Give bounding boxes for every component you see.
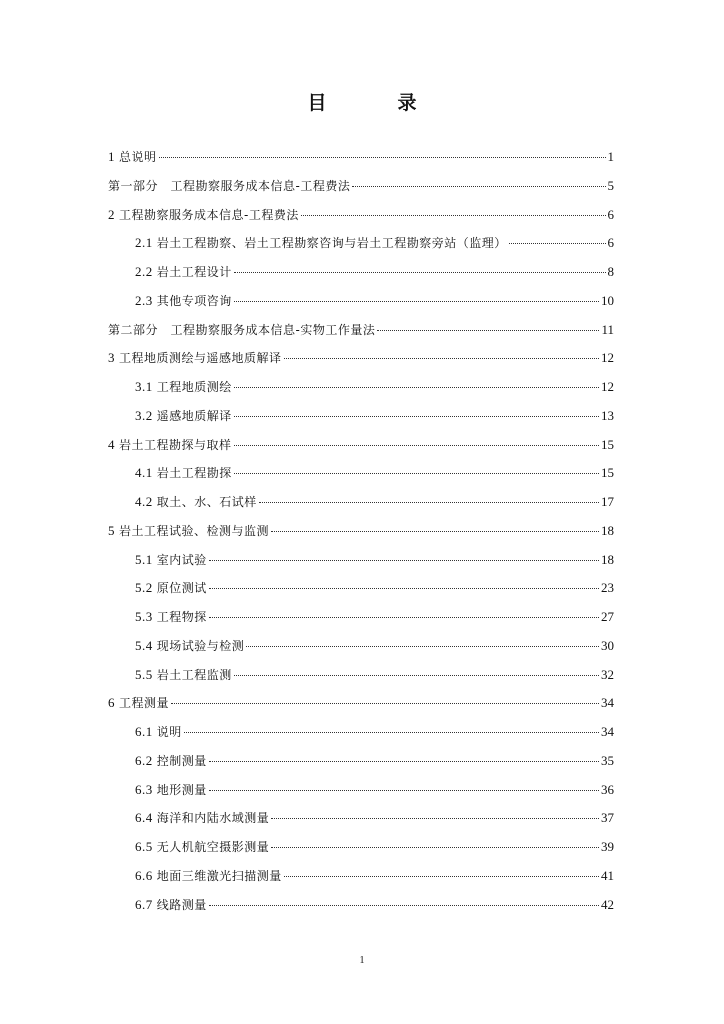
toc-entry-label bbox=[135, 574, 207, 603]
toc-entry-number: 2.2 bbox=[135, 264, 153, 279]
toc-entry-page: 12 bbox=[601, 379, 614, 394]
toc-entry-page: 37 bbox=[601, 810, 614, 826]
toc-entry[interactable] bbox=[108, 661, 614, 690]
toc-entry-number: 6 bbox=[108, 695, 115, 711]
toc-entry-label bbox=[108, 143, 157, 172]
toc-entry-label bbox=[135, 862, 282, 891]
toc-entry-page: 34 bbox=[601, 695, 614, 711]
toc-entry-number: 6.6 bbox=[135, 867, 153, 883]
toc-entry-text: 总说明 bbox=[119, 150, 157, 164]
toc-entry-label bbox=[135, 833, 269, 862]
toc-dot-leader bbox=[209, 790, 599, 791]
toc-entry[interactable] bbox=[108, 488, 614, 517]
toc-entry-number: 2 bbox=[108, 206, 115, 222]
toc-dot-leader bbox=[209, 617, 599, 618]
toc-entry-page: 13 bbox=[601, 407, 614, 423]
toc-entry-number: 6.2 bbox=[135, 752, 153, 768]
toc-entry-text: 地形测量 bbox=[156, 782, 207, 797]
toc-entry-text: 线路测量 bbox=[156, 897, 207, 912]
toc-entry-page: 18 bbox=[601, 522, 614, 538]
toc-dot-leader bbox=[184, 732, 599, 733]
toc-entry-number: 4.1 bbox=[135, 465, 153, 481]
toc-entry[interactable] bbox=[108, 143, 614, 172]
toc-dot-leader bbox=[234, 387, 599, 388]
toc-entry-page: 41 bbox=[601, 867, 614, 883]
toc-entry[interactable] bbox=[108, 172, 614, 201]
toc-entry-label bbox=[135, 718, 182, 747]
toc-entry-number: 6.7 bbox=[135, 896, 153, 912]
toc-entry-number: 5.2 bbox=[135, 580, 153, 596]
toc-entry[interactable] bbox=[108, 833, 614, 862]
toc-entry-label bbox=[135, 891, 207, 920]
toc-entry[interactable] bbox=[108, 689, 614, 718]
toc-entry-label bbox=[135, 776, 207, 805]
toc-entry[interactable] bbox=[108, 574, 614, 603]
toc-entry-label bbox=[135, 804, 269, 833]
toc-entry-number: 5 bbox=[108, 522, 115, 538]
toc-entry-page: 36 bbox=[601, 781, 614, 797]
toc-entry-page: 6 bbox=[607, 206, 614, 222]
toc-entry-number: 6.3 bbox=[135, 781, 153, 797]
toc-entry-page: 42 bbox=[601, 896, 614, 912]
toc-entry-label bbox=[135, 546, 207, 575]
toc-entry-number: 3.1 bbox=[135, 379, 153, 394]
toc-entry-text: 第一部分 工程勘察服务成本信息-工程费法 bbox=[108, 178, 351, 193]
toc-entry[interactable] bbox=[108, 718, 614, 747]
toc-entry-text: 岩土工程设计 bbox=[156, 265, 232, 279]
toc-dot-leader bbox=[271, 847, 599, 848]
toc-entry-label bbox=[108, 431, 232, 460]
toc-entry-page: 17 bbox=[601, 494, 614, 509]
toc-dot-leader bbox=[234, 473, 599, 474]
toc-entry-number: 3.2 bbox=[135, 407, 153, 423]
toc-entry[interactable] bbox=[108, 603, 614, 632]
toc-entry-page: 32 bbox=[601, 666, 614, 682]
toc-entry-text: 说明 bbox=[156, 725, 182, 739]
toc-dot-leader bbox=[209, 560, 599, 561]
toc-entry[interactable] bbox=[108, 632, 614, 661]
toc-entry-label bbox=[135, 661, 232, 690]
toc-entry-page: 10 bbox=[601, 292, 614, 308]
toc-entry-number: 1 bbox=[108, 149, 115, 164]
toc-dot-leader bbox=[171, 703, 599, 704]
toc-entry-number: 2.3 bbox=[135, 292, 153, 308]
toc-dot-leader bbox=[271, 818, 599, 819]
toc-entry-label bbox=[135, 632, 244, 661]
toc-entry[interactable] bbox=[108, 776, 614, 805]
table-of-contents bbox=[108, 143, 614, 919]
toc-entry-page: 6 bbox=[607, 235, 614, 251]
toc-entry-number: 5.3 bbox=[135, 609, 153, 624]
toc-entry-number: 5.1 bbox=[135, 551, 153, 567]
toc-entry-page: 34 bbox=[601, 724, 614, 739]
toc-entry[interactable] bbox=[108, 344, 614, 373]
toc-entry-label bbox=[135, 402, 232, 431]
toc-entry-page: 27 bbox=[601, 609, 614, 624]
toc-entry[interactable] bbox=[108, 258, 614, 287]
toc-entry-text: 工程地质测绘与遥感地质解译 bbox=[119, 351, 282, 366]
toc-entry[interactable] bbox=[108, 373, 614, 402]
toc-entry-label bbox=[108, 316, 375, 345]
toc-dot-leader bbox=[234, 445, 599, 446]
toc-entry-number: 6.5 bbox=[135, 839, 153, 854]
toc-entry-label bbox=[108, 689, 169, 718]
toc-entry[interactable] bbox=[108, 201, 614, 230]
toc-entry-page: 12 bbox=[601, 350, 614, 366]
toc-dot-leader bbox=[234, 675, 599, 676]
toc-entry-text: 取土、水、石试样 bbox=[156, 495, 257, 509]
toc-entry[interactable] bbox=[108, 287, 614, 316]
toc-entry-label bbox=[135, 459, 232, 488]
toc-entry-label bbox=[135, 373, 232, 402]
toc-entry-page: 15 bbox=[601, 436, 614, 452]
toc-dot-leader bbox=[301, 215, 606, 216]
toc-entry-page: 1 bbox=[607, 149, 614, 164]
toc-entry-page: 8 bbox=[607, 264, 614, 279]
toc-entry-number: 4.2 bbox=[135, 494, 153, 509]
toc-entry-text: 岩土工程勘察、岩土工程勘察咨询与岩土工程勘察旁站（监理） bbox=[156, 236, 507, 251]
toc-entry-label bbox=[108, 517, 269, 546]
toc-entry[interactable] bbox=[108, 316, 614, 345]
toc-entry-label bbox=[135, 258, 232, 287]
toc-dot-leader bbox=[159, 157, 606, 158]
toc-dot-leader bbox=[209, 905, 599, 906]
toc-entry[interactable] bbox=[108, 459, 614, 488]
toc-title: 目 录 bbox=[307, 92, 443, 114]
toc-entry-label bbox=[135, 747, 207, 776]
toc-dot-leader bbox=[259, 502, 599, 503]
toc-entry-number: 4 bbox=[108, 436, 115, 452]
toc-dot-leader bbox=[209, 761, 599, 762]
toc-entry-text: 遥感地质解译 bbox=[156, 408, 232, 423]
toc-entry[interactable] bbox=[108, 229, 614, 258]
toc-entry-text: 其他专项咨询 bbox=[156, 293, 232, 308]
toc-entry-page: 39 bbox=[601, 839, 614, 854]
toc-dot-leader bbox=[352, 186, 605, 187]
toc-dot-leader bbox=[234, 301, 599, 302]
toc-dot-leader bbox=[284, 358, 599, 359]
toc-entry-number: 2.1 bbox=[135, 235, 153, 251]
toc-entry-page: 15 bbox=[601, 465, 614, 481]
toc-dot-leader bbox=[234, 272, 606, 273]
toc-entry-text: 岩土工程勘探 bbox=[156, 466, 232, 481]
toc-entry-number: 6.1 bbox=[135, 724, 153, 739]
toc-entry-label bbox=[135, 488, 257, 517]
toc-entry[interactable] bbox=[108, 431, 614, 460]
toc-entry-text: 工程测量 bbox=[119, 696, 170, 711]
toc-entry-label bbox=[135, 287, 232, 316]
toc-dot-leader bbox=[209, 588, 599, 589]
toc-entry-number: 3 bbox=[108, 350, 115, 366]
toc-entry-page: 35 bbox=[601, 752, 614, 768]
toc-entry-label bbox=[108, 172, 350, 201]
toc-entry-page: 23 bbox=[601, 580, 614, 596]
toc-entry-text: 工程勘察服务成本信息-工程费法 bbox=[119, 207, 299, 222]
toc-entry-text: 室内试验 bbox=[156, 552, 207, 567]
toc-entry[interactable] bbox=[108, 804, 614, 833]
toc-entry-text: 原位测试 bbox=[156, 581, 207, 596]
toc-entry-number: 5.4 bbox=[135, 637, 153, 653]
toc-entry-text: 现场试验与检测 bbox=[156, 638, 245, 653]
toc-entry-text: 工程物探 bbox=[156, 610, 207, 624]
toc-entry[interactable] bbox=[108, 747, 614, 776]
toc-dot-leader bbox=[271, 531, 599, 532]
toc-entry-text: 第二部分 工程勘察服务成本信息-实物工作量法 bbox=[108, 322, 376, 337]
toc-dot-leader bbox=[284, 876, 599, 877]
toc-entry[interactable] bbox=[108, 891, 614, 920]
toc-entry-label bbox=[108, 201, 299, 230]
toc-entry-label bbox=[135, 229, 507, 258]
toc-entry-label bbox=[108, 344, 282, 373]
toc-entry-page: 11 bbox=[601, 321, 614, 337]
toc-entry-text: 岩土工程勘探与取样 bbox=[119, 437, 232, 452]
toc-entry[interactable] bbox=[108, 546, 614, 575]
toc-entry-text: 岩土工程监测 bbox=[156, 667, 232, 682]
toc-dot-leader bbox=[509, 243, 606, 244]
toc-entry-text: 无人机航空摄影测量 bbox=[156, 840, 270, 854]
toc-entry-page: 5 bbox=[607, 177, 614, 193]
toc-dot-leader bbox=[377, 330, 599, 331]
toc-entry-text: 岩土工程试验、检测与监测 bbox=[119, 523, 270, 538]
toc-entry-text: 地面三维激光扫描测量 bbox=[156, 868, 282, 883]
toc-entry-text: 控制测量 bbox=[156, 753, 207, 768]
toc-dot-leader bbox=[246, 646, 599, 647]
toc-entry-text: 工程地质测绘 bbox=[156, 380, 232, 394]
toc-entry-text: 海洋和内陆水域测量 bbox=[156, 811, 270, 826]
toc-entry-number: 6.4 bbox=[135, 810, 153, 826]
toc-entry[interactable] bbox=[108, 402, 614, 431]
page-number: 1 bbox=[359, 955, 365, 966]
toc-entry[interactable] bbox=[108, 862, 614, 891]
toc-entry-label bbox=[135, 603, 207, 632]
toc-entry[interactable] bbox=[108, 517, 614, 546]
toc-dot-leader bbox=[234, 416, 599, 417]
toc-entry-page: 30 bbox=[601, 637, 614, 653]
toc-entry-page: 18 bbox=[601, 551, 614, 567]
toc-entry-number: 5.5 bbox=[135, 666, 153, 682]
